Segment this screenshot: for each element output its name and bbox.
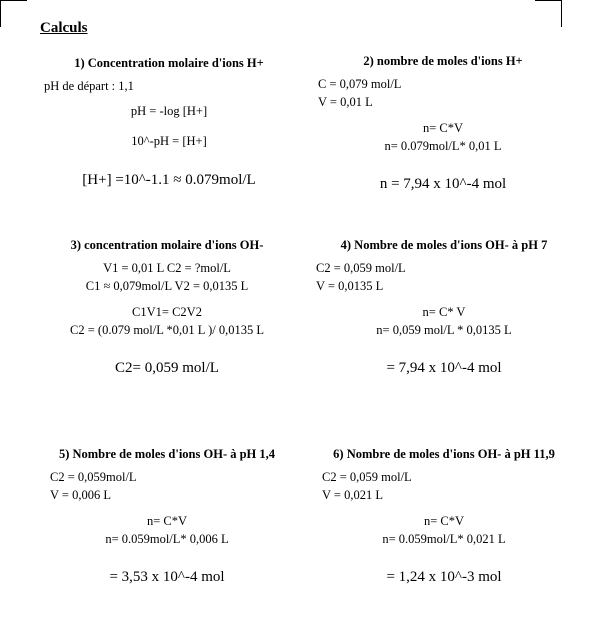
calculation-line: n= C*V — [423, 514, 465, 529]
calculation-block-1 — [38, 56, 300, 192]
calculation-heading: 1) Concentration molaire d'ions H+ — [74, 56, 264, 70]
calculation-line: C2 = 0,059 mol/L — [322, 470, 412, 484]
calculation-result: = 3,53 x 10^-4 mol — [109, 568, 225, 585]
page-title: Calculs — [40, 20, 88, 36]
crop-mark-top-right — [535, 0, 562, 27]
calculation-line: C = 0,079 mol/L — [318, 77, 402, 91]
calculation-block-6 — [308, 447, 580, 588]
calculation-result: n = 7,94 x 10^-4 mol — [379, 175, 507, 192]
calculation-block-3 — [34, 238, 300, 379]
calculation-line: n= C*V — [146, 514, 188, 529]
crop-mark-top-left — [0, 0, 27, 27]
calculation-line: pH = -log [H+] — [130, 104, 208, 119]
calculation-line: pH de départ : 1,1 — [44, 79, 134, 93]
calculation-result: = 7,94 x 10^-4 mol — [386, 359, 502, 376]
calculation-line: V = 0,021 L — [322, 488, 383, 503]
calculation-heading: 4) Nombre de moles d'ions OH- à pH 7 — [340, 238, 548, 252]
calculation-result: C2= 0,059 mol/L — [115, 359, 219, 376]
calculation-heading: 5) Nombre de moles d'ions OH- à pH 1,4 — [58, 447, 276, 461]
calculation-line: n= 0.059mol/L* 0,006 L — [105, 532, 229, 547]
calculation-block-2 — [312, 54, 574, 195]
calculation-line: C2 = (0.079 mol/L *0,01 L )/ 0,0135 L — [70, 323, 264, 338]
calculation-line: n= 0,059 mol/L * 0,0135 L — [376, 323, 512, 338]
calculation-line: n= 0.059mol/L* 0,021 L — [382, 532, 506, 547]
calculation-heading: 3) concentration molaire d'ions OH- — [70, 238, 264, 252]
calculation-heading: 2) nombre de moles d'ions H+ — [363, 54, 523, 68]
calculation-line: V = 0,01 L — [318, 95, 373, 110]
calculation-line: C1 ≈ 0,079mol/L V2 = 0,0135 L — [85, 279, 249, 294]
calculation-line: n= C* V — [422, 305, 466, 320]
calculation-result: [H+] =10^-1.1 ≈ 0.079mol/L — [82, 172, 256, 189]
calculation-line: n= 0.079mol/L* 0,01 L — [384, 139, 502, 154]
calculation-line: V = 0,0135 L — [316, 279, 384, 294]
calculation-line: C2 = 0,059mol/L — [50, 470, 137, 484]
calculation-block-4 — [308, 238, 580, 379]
calculation-result: = 1,24 x 10^-3 mol — [386, 568, 502, 585]
calculation-line: C2 = 0,059 mol/L — [316, 261, 406, 275]
calculation-line: C1V1= C2V2 — [132, 305, 202, 320]
calculation-line: n= C*V — [422, 121, 464, 136]
calculation-line: 10^-pH = [H+] — [131, 134, 207, 149]
calculation-block-5 — [34, 447, 300, 588]
calculation-line: V1 = 0,01 L C2 = ?mol/L — [103, 261, 231, 275]
calculation-heading: 6) Nombre de moles d'ions OH- à pH 11,9 — [333, 447, 555, 461]
calculation-line: V = 0,006 L — [50, 488, 111, 503]
